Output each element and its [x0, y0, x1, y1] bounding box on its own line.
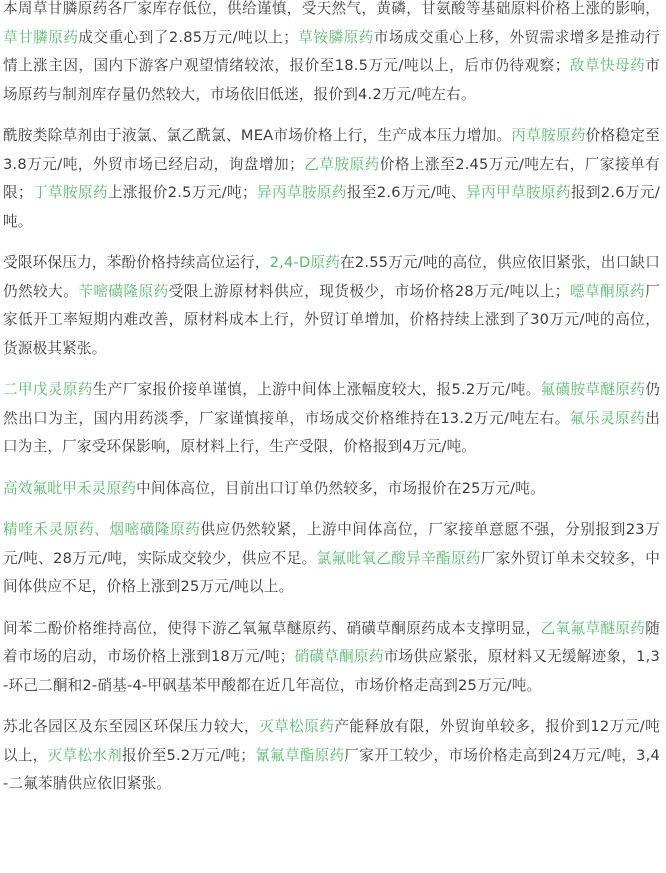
- text: 随着市场的启动，市场价格上涨到18万元/吨；: [3, 619, 660, 665]
- text: 产能释放有限，外贸询单较多，报价到12万元/吨以上，: [3, 718, 660, 764]
- text: 仍然出口为主，国内用药淡季，厂家谨慎接单，市场成交价格维持在13.2万元/吨左右。: [3, 381, 660, 427]
- text: 受限环保压力，苯酚价格持续高位运行，: [3, 254, 270, 271]
- text: 报到2.6万元/吨。: [3, 184, 660, 230]
- paragraph-bentazone: [3, 713, 660, 799]
- paragraph-glyphosate: [3, 0, 660, 109]
- text: 市场供应紧张，原材料又无缓解迹象，1,3-环己二酮和2-硝基-4-甲砜基苯甲酸都在近几年高位，市场价格走高到25万元/吨。: [3, 648, 660, 694]
- text: 供应仍然较紧，上游中间体高位，厂家接单意愿不强，分别报到23万元/吨、28万元/吨，实际成交较少，供应不足。: [3, 521, 660, 567]
- paragraph-pendimethalin: [3, 376, 660, 462]
- product-oxadiazon: 噁草酮原药: [569, 282, 646, 300]
- product-pendimethalin: 二甲戊灵原药: [3, 381, 93, 398]
- text: 报至2.6万元/吨、: [346, 184, 467, 201]
- product-glufosinate: 草铵膦原药: [298, 28, 374, 46]
- text: 受限上游原材料供应，现货极少，市场价格28万元/吨以上；: [168, 282, 570, 300]
- text: 厂家开工较少，市场价格走高到24万元/吨，3,4-二氟苯腈供应依旧紧张。: [3, 746, 660, 792]
- text: 市场原药与制剂库存量仍然较大，市场依旧低迷，报价到4.2万元/吨左右。: [3, 57, 660, 103]
- product-metolachlor: 异丙甲草胺原药: [466, 184, 571, 201]
- paragraph-phenol: [3, 249, 660, 363]
- product-oxyfluorfen: 乙氧氟草醚原药: [540, 619, 646, 637]
- product-bentazone-solution: 灭草松水剂: [47, 746, 122, 764]
- product-glyphosate: 草甘膦原药: [3, 28, 79, 46]
- product-diquat: 敌草快母药: [569, 57, 646, 74]
- text: 在2.55万元/吨的高位，供应依旧紧张，出口缺口仍然较大。: [3, 254, 660, 300]
- text: 厂家外贸订单未交较多，中间体供应不足，价格上涨到25万元/吨以上。: [3, 549, 660, 595]
- product-mesotrione: 硝磺草酮原药: [294, 648, 384, 665]
- text: 市场成交重心上移，外贸需求增多是推动行情上涨主因，国内下游客户观望情绪较浓，报价至18.5万元/吨以上，后市仍待观察；: [3, 28, 660, 74]
- product-bentazone: 灭草松原药: [259, 718, 335, 735]
- text: 生产厂家报价接单谨慎，上游中间体上涨幅度较大，报5.2万元/吨。: [92, 381, 541, 398]
- text: 中间体高位，目前出口订单仍然较多，市场报价在25万元/吨。: [136, 479, 545, 497]
- product-fluroxypyr-meptyl: 氯氟吡氧乙酸异辛酯原药: [316, 549, 481, 567]
- paragraph-resorcinol: [3, 615, 660, 701]
- paragraph-quizalofop: [3, 516, 660, 602]
- paragraph-haloxyfop: [3, 475, 660, 504]
- product-butachlor: 丁草胺原药: [32, 184, 108, 201]
- product-bensulfuron: 苄嘧磺隆原药: [78, 282, 169, 300]
- product-fomesafen: 氟磺胺草醚原药: [540, 381, 646, 398]
- text: 苏北各园区及东至园区环保压力较大，: [3, 718, 260, 735]
- text: 价格稳定至3.8万元/吨，外贸市场已经启动，询盘增加；: [3, 127, 660, 173]
- text: 酰胺类除草剂由于液氯、氯乙酰氯、MEA市场价格上行，生产成本压力增加。: [3, 127, 512, 144]
- product-acetochlor: 乙草胺原药: [303, 155, 380, 173]
- text: 价格上涨至2.45万元/吨左右，厂家接单有限；: [3, 155, 660, 201]
- product-2-4-d: 2,4-D原药: [269, 254, 341, 271]
- product-pretilachlor: 丙草胺原药: [511, 127, 586, 144]
- paragraph-amide-herbicides: [3, 122, 660, 236]
- product-cyhalofop-butyl: 氰氟草酯原药: [255, 746, 345, 764]
- text: 出口为主，厂家受环保影响，原材料上行，生产受限，价格报到4万元/吨。: [3, 409, 660, 455]
- product-haloxyfop: 高效氟吡甲禾灵原药: [3, 479, 137, 497]
- text: 本周草甘膦原药各厂家库存低位，供给谨慎，受天然气，黄磷，甘氨酸等基础原料价格上涨的影响，: [3, 0, 660, 17]
- product-trifluralin: 氟乐灵原药: [569, 409, 646, 427]
- text: 厂家低开工率短期内难改善，原材料成本上行，外贸订单增加，价格持续上涨到了30万元/吨的高位，货源极其紧张。: [3, 282, 660, 357]
- product-propisochlor: 异丙草胺原药: [256, 184, 347, 201]
- product-quizalofop-nicosulfuron: 精喹禾灵原药、烟嘧磺隆原药: [3, 521, 201, 538]
- text: 报价至5.2万元/吨；: [121, 746, 256, 764]
- text: 成交重心到了2.85万元/吨以上；: [78, 28, 299, 46]
- text: 间苯二酚价格维持高位，使得下游乙氧氟草醚原药、硝磺草酮原药成本支撑明显，: [3, 619, 541, 637]
- text: 上涨报价2.5万元/吨；: [107, 184, 257, 201]
